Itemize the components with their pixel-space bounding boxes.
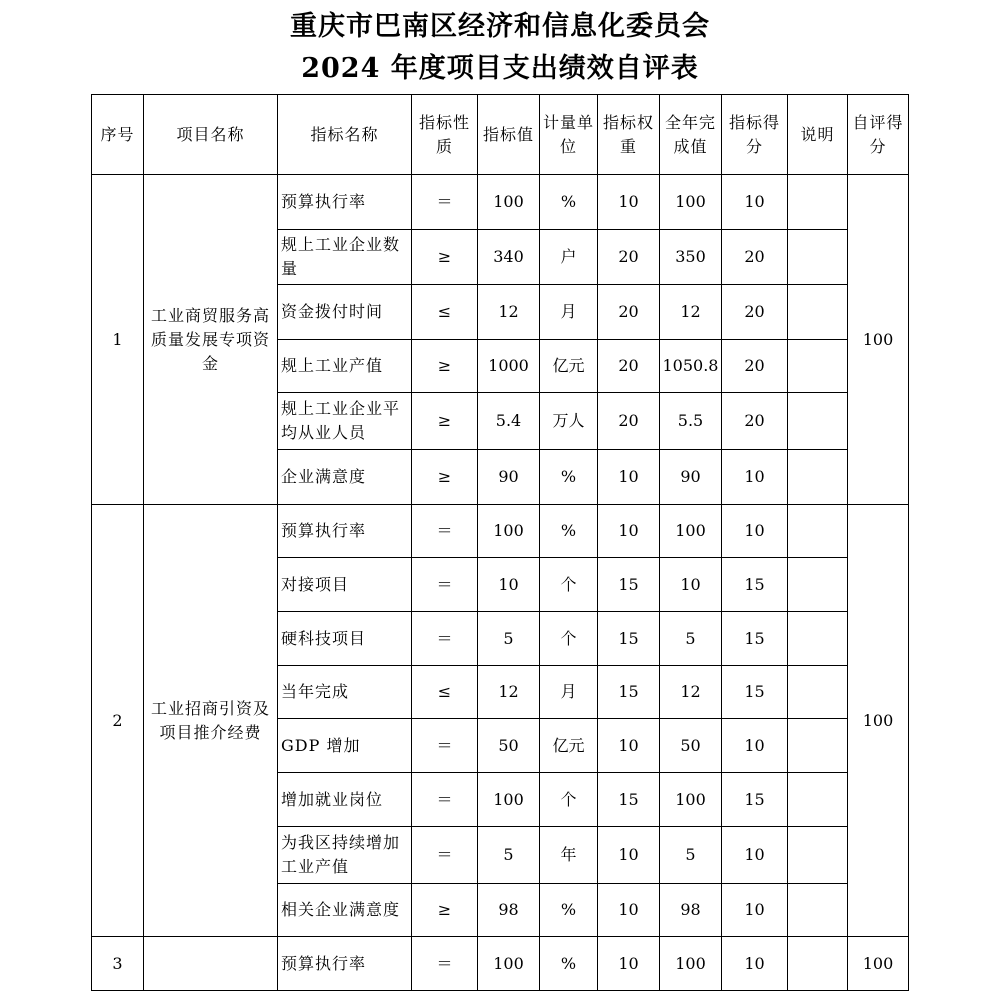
indicator-name: 为我区持续增加工业产值 xyxy=(278,827,412,884)
weight: 10 xyxy=(598,505,660,558)
unit: 个 xyxy=(540,612,598,666)
indicator-score: 20 xyxy=(722,393,788,450)
target-value: 12 xyxy=(478,285,540,340)
target-value: 12 xyxy=(478,666,540,719)
self-score: 100 xyxy=(848,175,909,505)
unit: 个 xyxy=(540,558,598,612)
unit: 亿元 xyxy=(540,340,598,393)
unit: % xyxy=(540,937,598,991)
indicator-name: 对接项目 xyxy=(278,558,412,612)
weight: 10 xyxy=(598,175,660,230)
target-value: 340 xyxy=(478,230,540,285)
self-score: 100 xyxy=(848,505,909,937)
unit: 万人 xyxy=(540,393,598,450)
header-indicator-score: 指标得分 xyxy=(722,95,788,175)
header-project-name: 项目名称 xyxy=(144,95,278,175)
note xyxy=(788,393,848,450)
header-note: 说明 xyxy=(788,95,848,175)
actual-value: 5.5 xyxy=(660,393,722,450)
indicator-score: 15 xyxy=(722,773,788,827)
actual-value: 350 xyxy=(660,230,722,285)
actual-value: 10 xyxy=(660,558,722,612)
note xyxy=(788,450,848,505)
indicator-name: 预算执行率 xyxy=(278,937,412,991)
unit: % xyxy=(540,884,598,937)
actual-value: 100 xyxy=(660,505,722,558)
indicator-name: 硬科技项目 xyxy=(278,612,412,666)
weight: 20 xyxy=(598,340,660,393)
note xyxy=(788,175,848,230)
header-no: 序号 xyxy=(92,95,144,175)
weight: 20 xyxy=(598,393,660,450)
weight: 20 xyxy=(598,285,660,340)
indicator-type: ＝ xyxy=(412,937,478,991)
weight: 10 xyxy=(598,827,660,884)
indicator-score: 20 xyxy=(722,340,788,393)
note xyxy=(788,666,848,719)
target-value: 5 xyxy=(478,827,540,884)
weight: 10 xyxy=(598,937,660,991)
indicator-score: 15 xyxy=(722,666,788,719)
actual-value: 98 xyxy=(660,884,722,937)
project-name: 工业商贸服务高质量发展专项资金 xyxy=(144,175,278,505)
note xyxy=(788,937,848,991)
indicator-score: 10 xyxy=(722,827,788,884)
actual-value: 12 xyxy=(660,666,722,719)
indicator-type: ＝ xyxy=(412,558,478,612)
indicator-name: 规上工业产值 xyxy=(278,340,412,393)
header-indicator-name: 指标名称 xyxy=(278,95,412,175)
note xyxy=(788,505,848,558)
header-unit: 计量单位 xyxy=(540,95,598,175)
target-value: 100 xyxy=(478,937,540,991)
unit: % xyxy=(540,450,598,505)
actual-value: 1050.8 xyxy=(660,340,722,393)
note xyxy=(788,340,848,393)
performance-table xyxy=(91,94,909,991)
target-value: 100 xyxy=(478,773,540,827)
unit: 年 xyxy=(540,827,598,884)
indicator-type: ＝ xyxy=(412,827,478,884)
target-value: 1000 xyxy=(478,340,540,393)
weight: 10 xyxy=(598,450,660,505)
unit: 月 xyxy=(540,666,598,719)
indicator-score: 20 xyxy=(722,230,788,285)
indicator-name: 资金拨付时间 xyxy=(278,285,412,340)
note xyxy=(788,827,848,884)
indicator-type: ≤ xyxy=(412,666,478,719)
indicator-score: 15 xyxy=(722,558,788,612)
unit: 亿元 xyxy=(540,719,598,773)
indicator-score: 10 xyxy=(722,719,788,773)
indicator-type: ≥ xyxy=(412,450,478,505)
indicator-score: 10 xyxy=(722,937,788,991)
indicator-name: 当年完成 xyxy=(278,666,412,719)
indicator-score: 10 xyxy=(722,175,788,230)
indicator-type: ≥ xyxy=(412,340,478,393)
table-row xyxy=(92,937,909,991)
indicator-score: 10 xyxy=(722,450,788,505)
indicator-type: ≥ xyxy=(412,884,478,937)
indicator-score: 10 xyxy=(722,505,788,558)
indicator-name: 增加就业岗位 xyxy=(278,773,412,827)
header-weight: 指标权重 xyxy=(598,95,660,175)
indicator-type: ≥ xyxy=(412,393,478,450)
self-score: 100 xyxy=(848,937,909,991)
target-value: 5.4 xyxy=(478,393,540,450)
indicator-name: 企业满意度 xyxy=(278,450,412,505)
note xyxy=(788,558,848,612)
note xyxy=(788,230,848,285)
actual-value: 5 xyxy=(660,612,722,666)
actual-value: 100 xyxy=(660,175,722,230)
indicator-name: 规上工业企业数量 xyxy=(278,230,412,285)
indicator-score: 15 xyxy=(722,612,788,666)
target-value: 10 xyxy=(478,558,540,612)
indicator-type: ＝ xyxy=(412,505,478,558)
indicator-type: ＝ xyxy=(412,612,478,666)
unit: 月 xyxy=(540,285,598,340)
weight: 15 xyxy=(598,612,660,666)
target-value: 98 xyxy=(478,884,540,937)
header-self-score: 自评得分 xyxy=(848,95,909,175)
unit: % xyxy=(540,175,598,230)
weight: 10 xyxy=(598,719,660,773)
note xyxy=(788,884,848,937)
actual-value: 12 xyxy=(660,285,722,340)
indicator-name: 规上工业企业平均从业人员 xyxy=(278,393,412,450)
project-name: 工业招商引资及项目推介经费 xyxy=(144,505,278,937)
indicator-type: ＝ xyxy=(412,773,478,827)
project-no: 1 xyxy=(92,175,144,505)
weight: 15 xyxy=(598,558,660,612)
indicator-name: GDP 增加 xyxy=(278,719,412,773)
project-no: 2 xyxy=(92,505,144,937)
indicator-type: ＝ xyxy=(412,175,478,230)
unit: 个 xyxy=(540,773,598,827)
indicator-type: ＝ xyxy=(412,719,478,773)
weight: 15 xyxy=(598,773,660,827)
document-title: 重庆市巴南区经济和信息化委员会 xyxy=(290,11,710,42)
indicator-score: 10 xyxy=(722,884,788,937)
actual-value: 90 xyxy=(660,450,722,505)
header-target-value: 指标值 xyxy=(478,95,540,175)
indicator-score: 20 xyxy=(722,285,788,340)
target-value: 100 xyxy=(478,175,540,230)
table-row xyxy=(92,505,909,558)
target-value: 90 xyxy=(478,450,540,505)
indicator-name: 预算执行率 xyxy=(278,505,412,558)
indicator-name: 相关企业满意度 xyxy=(278,884,412,937)
unit: 户 xyxy=(540,230,598,285)
table-row xyxy=(92,175,909,230)
header-indicator-type: 指标性质 xyxy=(412,95,478,175)
indicator-type: ≤ xyxy=(412,285,478,340)
header-row xyxy=(92,95,909,175)
project-no: 3 xyxy=(92,937,144,991)
actual-value: 5 xyxy=(660,827,722,884)
indicator-name: 预算执行率 xyxy=(278,175,412,230)
note xyxy=(788,773,848,827)
note xyxy=(788,285,848,340)
weight: 10 xyxy=(598,884,660,937)
target-value: 50 xyxy=(478,719,540,773)
unit: % xyxy=(540,505,598,558)
note xyxy=(788,612,848,666)
header-actual-value: 全年完成值 xyxy=(660,95,722,175)
note xyxy=(788,719,848,773)
indicator-type: ≥ xyxy=(412,230,478,285)
actual-value: 50 xyxy=(660,719,722,773)
target-value: 100 xyxy=(478,505,540,558)
weight: 20 xyxy=(598,230,660,285)
target-value: 5 xyxy=(478,612,540,666)
weight: 15 xyxy=(598,666,660,719)
document-subtitle: 2024 年度项目支出绩效自评表 xyxy=(301,53,699,84)
actual-value: 100 xyxy=(660,773,722,827)
actual-value: 100 xyxy=(660,937,722,991)
project-name xyxy=(144,937,278,991)
